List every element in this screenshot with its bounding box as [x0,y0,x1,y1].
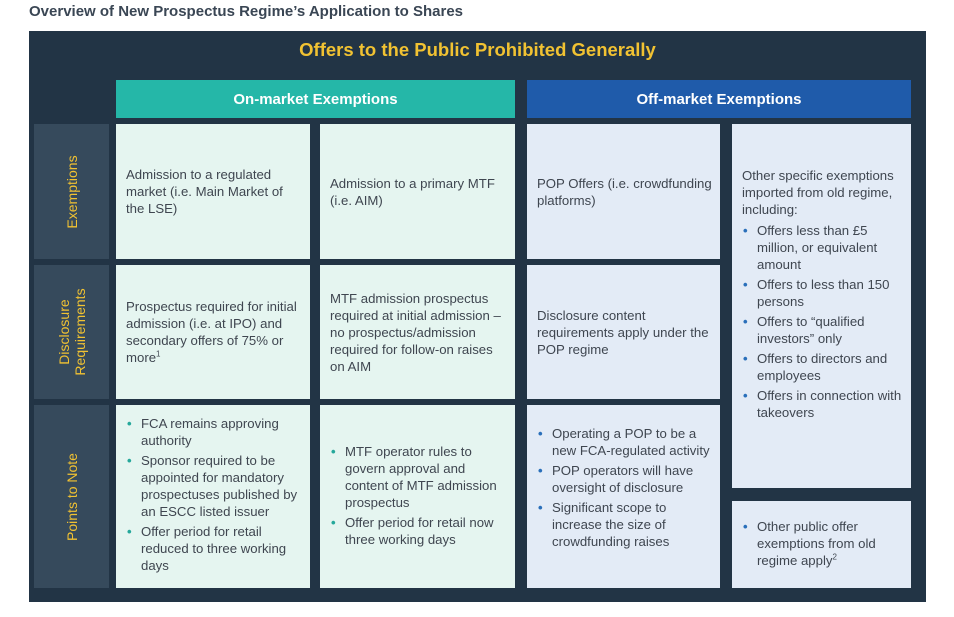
disclosure-primary-mtf: MTF admission prospectus required at initial admission – no prospectus/admission required for follow-on raises on AIM [320,265,515,399]
points-other [732,501,911,588]
list-item: • MTF operator rules to govern approval and content of MTF admission prospectus [330,443,507,511]
page-title: Overview of New Prospectus Regime’s Application to Shares [29,3,464,20]
points-primary-mtf [320,405,515,588]
list-item: • Offers less than £5 million, or equivalent amount [742,222,903,273]
on-market-header: On-market Exemptions [116,80,515,118]
list-item: • Other public offer exemptions from old regime apply$^2$ [742,518,903,569]
exemption-primary-mtf: Admission to a primary MTF (i.e. AIM) [320,124,515,259]
list-item: • Offers to “qualified investors” only [742,313,903,347]
disclosure-regulated-market: Prospectus required for initial admission (i.e. at IPO) and secondary offers of 75% or more$^1$ [116,265,310,399]
list-item: • Offers in connection with takeovers [742,387,903,421]
footnote-marker: 1 [156,349,161,359]
list-item: • Offers to directors and employees [742,350,903,384]
list-item: • Significant scope to increase the size of crowdfunding raises [537,499,712,550]
list-item: • Operating a POP to be a new FCA-regulated activity [537,425,712,459]
list-item: • Offer period for retail now three working days [330,514,507,548]
list-item: • Offers to less than 150 persons [742,276,903,310]
row-label-exemptions: Exemptions [34,124,109,259]
list-item: • POP operators will have oversight of disclosure [537,462,712,496]
footnote-marker: 2 [832,552,837,562]
row-label-disclosure: Disclosure Requirements [34,265,109,399]
points-pop-offers [527,405,720,588]
off-market-header: Off-market Exemptions [527,80,911,118]
other-exemptions-list [742,222,903,421]
points-regulated-market [116,405,310,588]
other-exemptions-intro: Other specific exemptions imported from old regime, including: [742,168,894,217]
exemption-other-specific [732,124,911,488]
list-item: • Sponsor required to be appointed for mandatory prospectuses published by an ESCC listed issuer [126,452,302,520]
row-label-points: Points to Note [34,405,109,588]
exemption-pop-offers: POP Offers (i.e. crowdfunding platforms) [527,124,720,259]
list-item: • FCA remains approving authority [126,415,302,449]
list-item: • Offer period for retail reduced to three working days [126,523,302,574]
diagram-frame [29,31,926,602]
exemption-regulated-market: Admission to a regulated market (i.e. Main Market of the LSE) [116,124,310,259]
disclosure-pop-offers: Disclosure content requirements apply under the POP regime [527,265,720,399]
banner-title: Offers to the Public Prohibited Generally [299,39,656,60]
